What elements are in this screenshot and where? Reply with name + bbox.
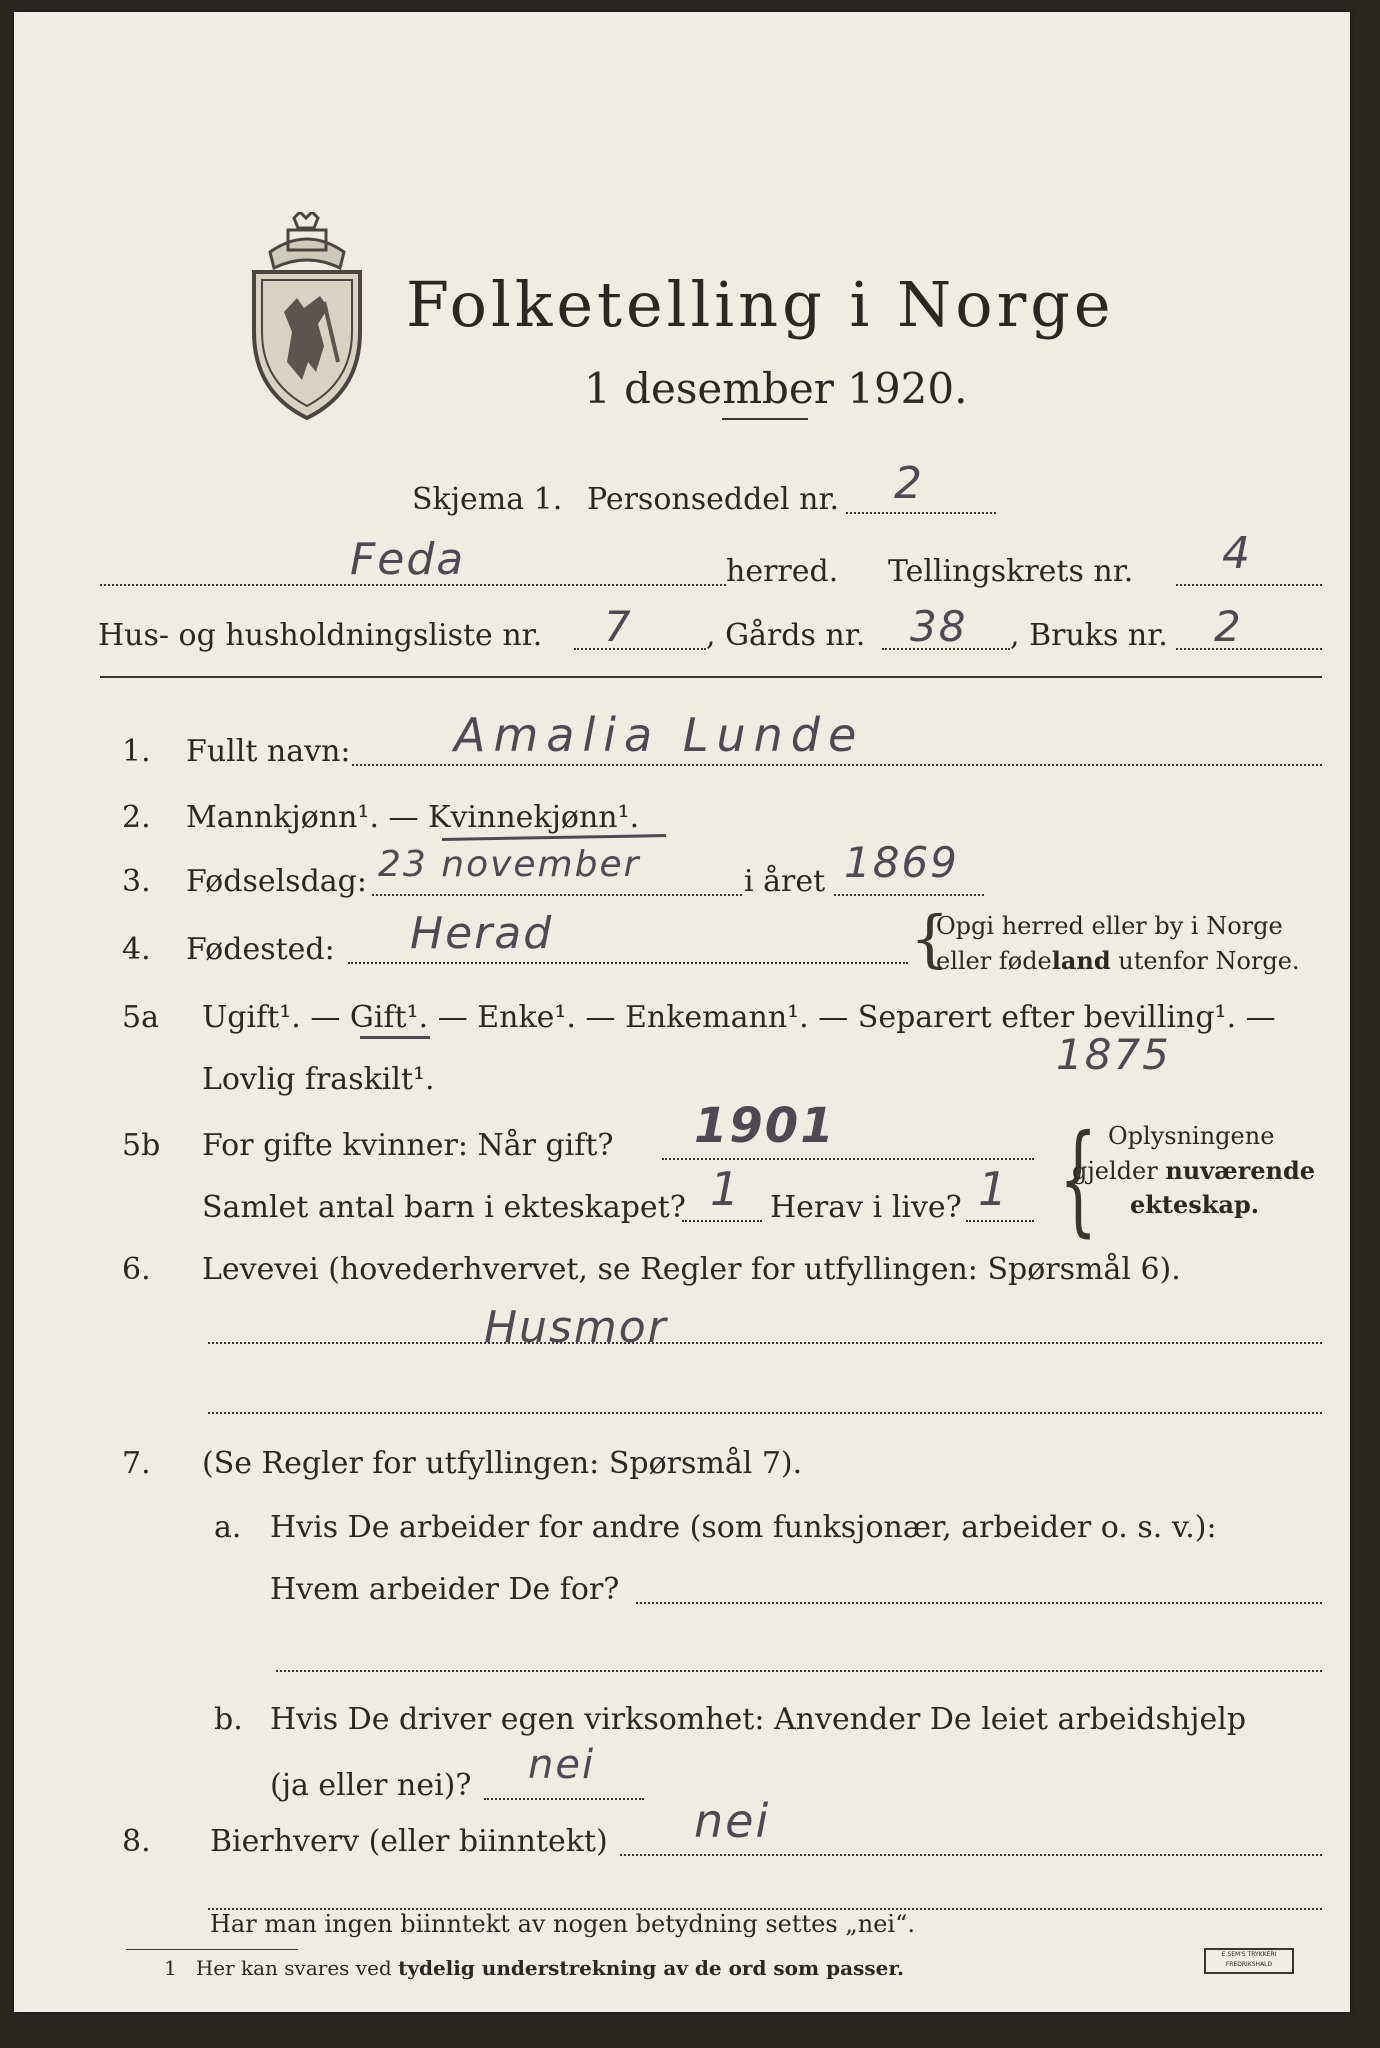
q8-label: Bierhverv (eller biinntekt) (210, 1824, 608, 1859)
q4-note-line1: Opgi herred eller by i Norge (936, 912, 1283, 940)
birthday-field[interactable] (372, 894, 742, 896)
q5a-number: 5a (122, 1000, 159, 1035)
footnote-mark: 1 (164, 1956, 177, 1980)
q5b-label: For gifte kvinner: Når gift? (202, 1128, 614, 1163)
birth-year-field[interactable] (834, 894, 984, 896)
gards-value: 38 (910, 602, 968, 651)
sex-options: Mannkjønn¹. — Kvinnekjønn¹. (186, 800, 640, 835)
q4-label: Fødested: (186, 932, 335, 967)
q7a-letter: a. (214, 1510, 242, 1545)
q2-number: 2. (122, 800, 151, 835)
employer-field[interactable] (636, 1602, 1322, 1604)
q6-number: 6. (122, 1252, 151, 1287)
margin-note-year: 1875 (1056, 1030, 1171, 1079)
coat-of-arms-icon (242, 212, 372, 422)
occupation-field[interactable] (208, 1342, 1322, 1344)
census-date: 1 desember 1920. (584, 364, 968, 413)
children-value: 1 (710, 1162, 742, 1216)
hus-label: Hus- og husholdningsliste nr. (98, 618, 543, 653)
birthday-value: 23 november (378, 844, 641, 885)
hus-value: 7 (604, 602, 633, 651)
alive-value: 1 (978, 1162, 1010, 1216)
q3-label: Fødselsdag: (186, 864, 367, 899)
kvinnekjonn-underline (442, 834, 666, 841)
alive-field[interactable] (966, 1220, 1034, 1222)
q7b-question: (ja eller nei)? (270, 1768, 472, 1803)
employer-field-2[interactable] (276, 1670, 1322, 1672)
footer-note: Har man ingen biinntekt av nogen betydning settes „nei“. (210, 1910, 915, 1938)
full-name-value: Amalia Lunde (454, 708, 865, 762)
full-name-field[interactable] (352, 764, 1322, 766)
footnote (164, 1956, 904, 1980)
header-separator (100, 676, 1322, 678)
q5b-brace: { (1059, 1110, 1098, 1249)
footnote-divider (126, 1949, 298, 1950)
children-field[interactable] (682, 1220, 762, 1222)
personseddel-label: Personseddel nr. (587, 482, 840, 517)
hired-help-value: nei (528, 1742, 596, 1788)
title-divider (722, 418, 808, 420)
personseddel-field[interactable] (846, 512, 996, 514)
married-year-value: 1901 (694, 1098, 836, 1154)
year-label: i året (744, 864, 826, 899)
q7a-question: Hvem arbeider De for? (270, 1572, 620, 1607)
birth-year-value: 1869 (844, 838, 959, 887)
q1-number: 1. (122, 734, 151, 769)
census-form-page (14, 12, 1350, 2012)
birthplace-field[interactable] (348, 962, 908, 964)
printer-line2: FREDRIKSHALD (1225, 1961, 1273, 1968)
q7-label: (Se Regler for utfyllingen: Spørsmål 7). (202, 1446, 803, 1481)
q5b-note1: Oplysningene (1108, 1122, 1275, 1150)
hired-help-field[interactable] (484, 1798, 644, 1800)
q5b-note2-bold: nuværende (1165, 1156, 1316, 1185)
q1-label: Fullt navn: (186, 734, 351, 769)
q7-number: 7. (122, 1446, 151, 1481)
marital-status-options-2: Lovlig fraskilt¹. (202, 1062, 435, 1097)
q4-note-bold: land (1051, 946, 1111, 975)
side-income-value: nei (694, 1794, 771, 1848)
bruks-label: , Bruks nr. (1010, 618, 1168, 653)
married-year-field[interactable] (662, 1158, 1034, 1160)
q5b-note2-text: gjelder (1072, 1157, 1166, 1185)
personseddel-value: 2 (894, 458, 924, 509)
q6-label: Levevei (hovederhvervet, se Regler for utfyllingen: Spørsmål 6). (202, 1252, 1181, 1287)
q7b-letter: b. (214, 1702, 243, 1737)
bruks-field[interactable] (1176, 648, 1322, 650)
printer-stamp (1204, 1948, 1294, 1974)
q8-number: 8. (122, 1824, 151, 1859)
q4-note-text-end: utenfor Norge. (1110, 947, 1300, 975)
tellingskrets-field[interactable] (1176, 584, 1322, 586)
hus-field[interactable] (574, 648, 706, 650)
q7b-label: Hvis De driver egen virksomhet: Anvender De leiet arbeidshjelp (270, 1702, 1247, 1737)
skjema-label: Skjema 1. (412, 482, 563, 517)
footnote-bold: tydelig understrekning av de ord som passer. (398, 1956, 904, 1980)
birthplace-value: Herad (410, 908, 554, 959)
gards-label: , Gårds nr. (706, 618, 866, 653)
herred-label: herred. (726, 554, 839, 589)
q4-note-text: eller føde (936, 947, 1052, 975)
q5b-note3: ekteskap. (1130, 1190, 1260, 1219)
herred-value: Feda (350, 534, 466, 585)
children-label: Samlet antal barn i ekteskapet? (202, 1190, 686, 1225)
side-income-field[interactable] (620, 1854, 1322, 1856)
occupation-value: Husmor (484, 1302, 668, 1353)
q7a-label: Hvis De arbeider for andre (som funksjonær, arbeider o. s. v.): (270, 1510, 1217, 1545)
tellingskrets-label: Tellingskrets nr. (888, 554, 1134, 589)
q4-brace: { (910, 902, 950, 975)
q4-number: 4. (122, 932, 151, 967)
bruks-value: 2 (1214, 602, 1243, 651)
q5b-note2 (1072, 1156, 1315, 1185)
occupation-field-2[interactable] (208, 1412, 1322, 1414)
printer-line1: E.SEM'S TRYKKERI (1221, 1951, 1277, 1958)
gift-underline (360, 1036, 430, 1039)
alive-label: Herav i live? (770, 1190, 962, 1225)
tellingskrets-value: 4 (1222, 528, 1252, 579)
q3-number: 3. (122, 864, 151, 899)
q5b-number: 5b (122, 1128, 161, 1163)
marital-status-options: Ugift¹. — Gift¹. — Enke¹. — Enkemann¹. — Separert efter bevilling¹. — (202, 1000, 1276, 1035)
q4-note-line2 (936, 946, 1300, 975)
page-title: Folketelling i Norge (406, 268, 1115, 341)
footnote-text: Her kan svares ved (195, 1956, 399, 1980)
